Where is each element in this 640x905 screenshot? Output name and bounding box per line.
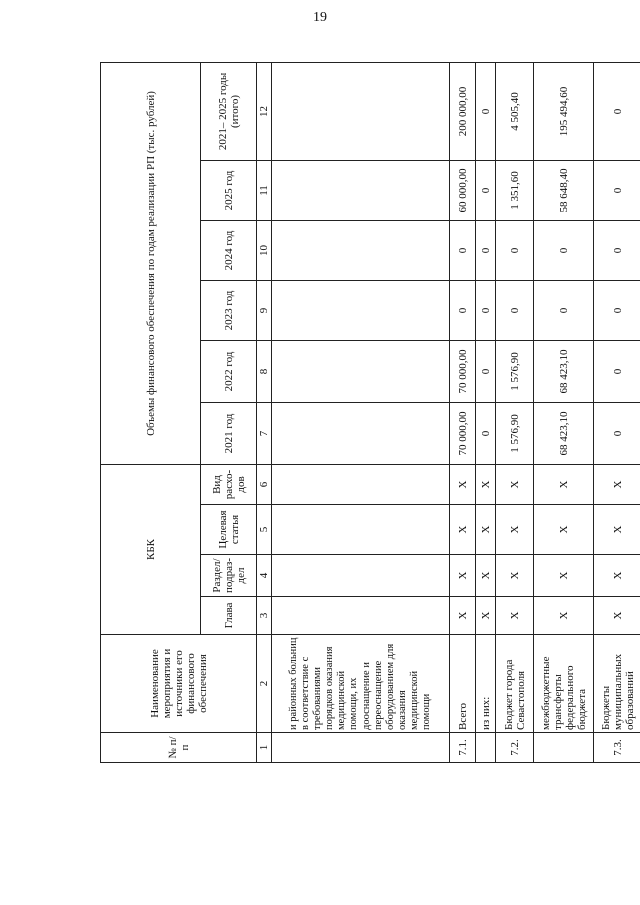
header-name: Наименование мероприятия и источники его финансового обеспечения [101, 635, 257, 733]
row-2022: 70 000,00 [450, 341, 476, 403]
row-total: 0 [476, 62, 496, 160]
row-celevaya: Х [476, 505, 496, 555]
col-num: 8 [257, 341, 272, 403]
row-razdel: Х [450, 555, 476, 597]
row-glava: Х [496, 597, 534, 635]
cell [272, 733, 450, 763]
row-2021: 0 [476, 403, 496, 465]
row-name: Всего [450, 635, 476, 733]
cell [272, 505, 450, 555]
row-razdel: Х [476, 555, 496, 597]
row-2021: 70 000,00 [450, 403, 476, 465]
row-2022: 0 [594, 341, 640, 403]
row-total: 195 494,60 [534, 62, 594, 160]
col-num: 11 [257, 161, 272, 221]
cell [272, 161, 450, 221]
row-no [476, 733, 496, 763]
table-row [476, 62, 496, 762]
rotated-table-area [100, 63, 640, 763]
col-num: 4 [257, 555, 272, 597]
row-2025: 0 [476, 161, 496, 221]
table-row [496, 62, 534, 762]
table-wrapper [100, 63, 640, 763]
header-2022: 2022 год [201, 341, 257, 403]
continuation-text: и районных больниц в соответствие с требованиями порядков оказания медицинской помощи, их дооснащение и переоснащение оборудованием для оказания медицинской помощи [272, 635, 450, 733]
col-num: 6 [257, 465, 272, 505]
row-2022: 0 [476, 341, 496, 403]
col-num: 12 [257, 62, 272, 160]
row-2023: 0 [450, 281, 476, 341]
cell [272, 555, 450, 597]
row-celevaya: Х [450, 505, 476, 555]
header-no: № п/п [101, 733, 257, 763]
row-razdel: Х [594, 555, 640, 597]
table-row [534, 62, 594, 762]
row-total: 0 [594, 62, 640, 160]
row-2021: 0 [594, 403, 640, 465]
row-total: 4 505,40 [496, 62, 534, 160]
row-2023: 0 [476, 281, 496, 341]
col-num: 3 [257, 597, 272, 635]
row-2023: 0 [534, 281, 594, 341]
row-name: из них: [476, 635, 496, 733]
row-no: 7.1. [450, 733, 476, 763]
row-razdel: Х [534, 555, 594, 597]
row-2022: 1 576,90 [496, 341, 534, 403]
cell [272, 281, 450, 341]
financing-table [100, 62, 640, 763]
row-2022: 68 423,10 [534, 341, 594, 403]
row-2025: 1 351,60 [496, 161, 534, 221]
row-2024: 0 [476, 221, 496, 281]
header-kbk-razdel: Раздел/ подраз- дел [201, 555, 257, 597]
continuation-row [272, 62, 450, 762]
col-num: 1 [257, 733, 272, 763]
header-2021: 2021 год [201, 403, 257, 465]
row-vid: Х [534, 465, 594, 505]
row-2024: 0 [450, 221, 476, 281]
row-2023: 0 [496, 281, 534, 341]
col-num: 2 [257, 635, 272, 733]
row-2025: 60 000,00 [450, 161, 476, 221]
row-2024: 0 [534, 221, 594, 281]
cell [272, 341, 450, 403]
row-2023: 0 [594, 281, 640, 341]
row-glava: Х [476, 597, 496, 635]
row-name: Бюджеты муниципальных образований [594, 635, 640, 733]
cell [272, 597, 450, 635]
row-celevaya: Х [534, 505, 594, 555]
row-2021: 1 576,90 [496, 403, 534, 465]
header-kbk-glava: Глава [201, 597, 257, 635]
cell [272, 62, 450, 160]
row-name: межбюджетные трансферты федерального бюджета [534, 635, 594, 733]
row-2025: 58 648,40 [534, 161, 594, 221]
page-number: 19 [313, 10, 327, 25]
row-2024: 0 [496, 221, 534, 281]
cell [272, 403, 450, 465]
col-num: 9 [257, 281, 272, 341]
row-celevaya: Х [594, 505, 640, 555]
cell [272, 221, 450, 281]
row-glava: Х [534, 597, 594, 635]
header-kbk-vid: Вид расхо- дов [201, 465, 257, 505]
row-vid: Х [450, 465, 476, 505]
col-num: 7 [257, 403, 272, 465]
header-kbk: КБК [101, 465, 201, 635]
row-razdel: Х [496, 555, 534, 597]
header-kbk-celevaya: Целевая статья [201, 505, 257, 555]
row-celevaya: Х [496, 505, 534, 555]
row-name: Бюджет города Севастополя [496, 635, 534, 733]
row-no [534, 733, 594, 763]
col-num: 5 [257, 505, 272, 555]
cell [272, 465, 450, 505]
header-2025: 2025 год [201, 161, 257, 221]
row-vid: Х [594, 465, 640, 505]
col-num: 10 [257, 221, 272, 281]
header-total: 2021– 2025 годы (итого) [201, 62, 257, 160]
row-no: 7.2. [496, 733, 534, 763]
header-2024: 2024 год [201, 221, 257, 281]
row-2025: 0 [594, 161, 640, 221]
table-row [594, 62, 640, 762]
row-total: 200 000,00 [450, 62, 476, 160]
row-glava: Х [450, 597, 476, 635]
row-glava: Х [594, 597, 640, 635]
row-vid: Х [476, 465, 496, 505]
header-2023: 2023 год [201, 281, 257, 341]
row-vid: Х [496, 465, 534, 505]
row-2021: 68 423,10 [534, 403, 594, 465]
header-volumes: Объемы финансового обеспечения по годам реализации РП (тыс. рублей) [101, 62, 201, 464]
row-2024: 0 [594, 221, 640, 281]
row-no: 7.3. [594, 733, 640, 763]
table-row [450, 62, 476, 762]
col-number-row [257, 62, 272, 762]
